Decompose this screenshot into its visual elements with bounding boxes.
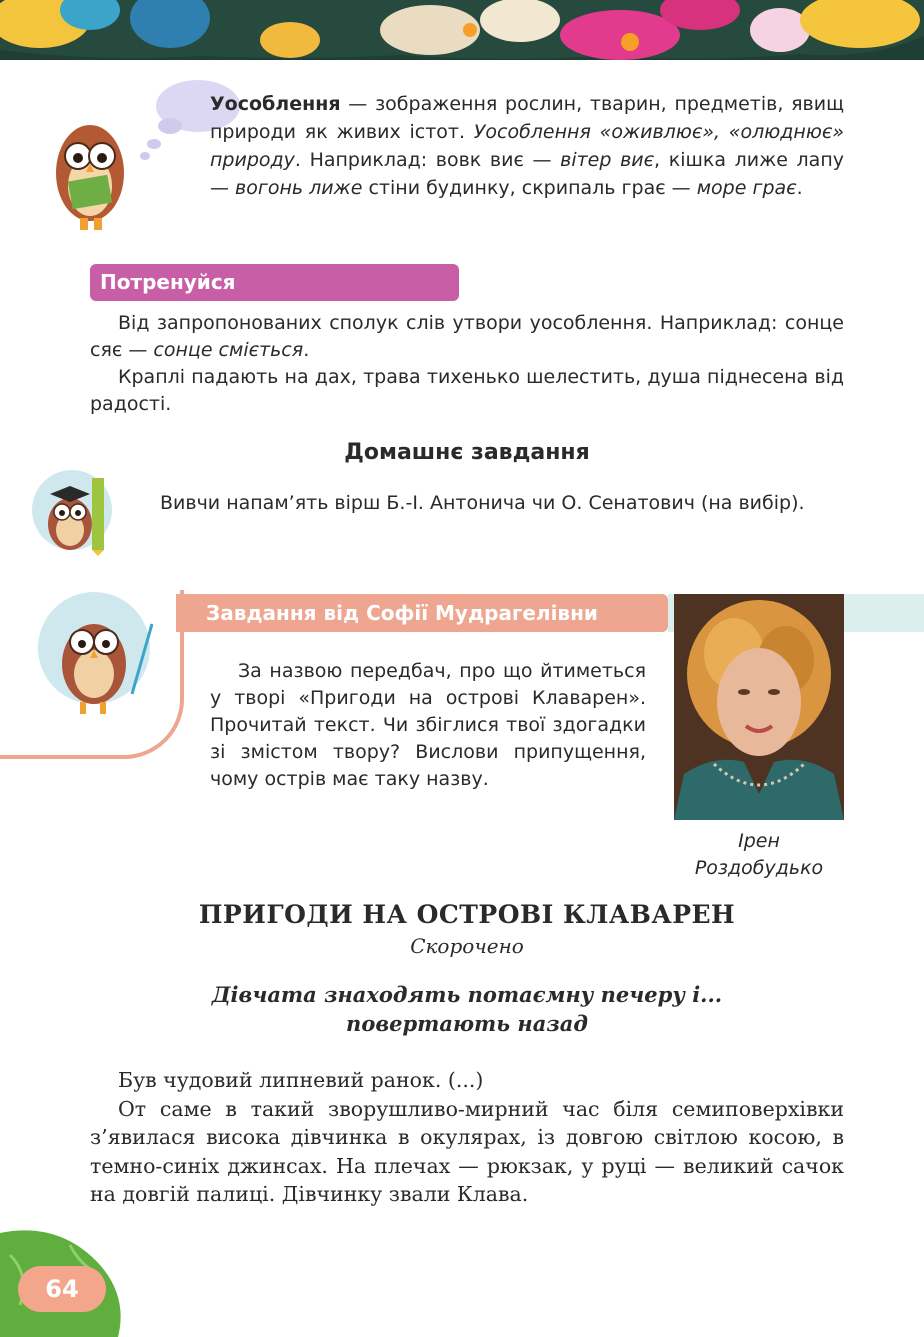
definition-part: , кішка лиже лапу — xyxy=(210,149,844,199)
story-paragraph-text: Був чудовий липневий ранок. (...) xyxy=(118,1068,484,1092)
definition-part: — зображення рослин, тварин, предметів, явищ природи як живих істот. xyxy=(210,93,844,143)
portrait-caption xyxy=(674,828,844,882)
practice-header xyxy=(90,264,459,301)
author-portrait xyxy=(674,594,844,820)
definition-part: вогонь лиже xyxy=(235,177,363,199)
flower-banner xyxy=(0,0,924,60)
definition-term: Уособлення xyxy=(210,93,341,115)
practice-text-1 xyxy=(90,310,844,364)
task-header xyxy=(176,594,668,632)
homework-title: Домашнє завдання xyxy=(344,440,590,465)
chapter-title xyxy=(150,980,784,1038)
story-subtitle: Скорочено xyxy=(410,934,524,958)
chapter-line: Дівчата знаходять потаємну печеру і... xyxy=(211,982,723,1007)
practice-line: Від запропонованих сполук слів утвори уособлення. Наприклад: сонце сяє — xyxy=(90,312,844,361)
practice-text-2 xyxy=(90,364,844,418)
definition-text xyxy=(210,90,844,202)
caption-first-name: Ірен xyxy=(738,830,780,852)
owl-teacher-icon xyxy=(36,590,160,720)
story-text xyxy=(90,1066,844,1209)
practice-example: сонце сміється xyxy=(153,339,304,361)
owl-graduate-icon xyxy=(32,466,116,556)
definition-part: . xyxy=(796,177,803,199)
practice-title: Потренуйся xyxy=(100,270,236,294)
task-body: За назвою передбач, про що йтиметься у творі «Пригоди на острові Клаварен». Прочитай текст. Чи збіглися твої здогадки зі змістом твору? Вислови припущення, чому острів має таку назву. xyxy=(210,660,646,790)
practice-line: . xyxy=(303,339,310,361)
definition-part: . Наприклад: вовк виє — xyxy=(294,149,561,171)
story-paragraph xyxy=(90,1095,844,1209)
definition-part: стіни будинку, скрипаль грає — xyxy=(362,177,697,199)
page-number: 64 xyxy=(18,1266,106,1312)
homework-text: Вивчи напам’ять вірш Б.-І. Антонича чи О. Сенатович (на вибір). xyxy=(160,492,805,514)
story-paragraph-text: От саме в такий зворушливо-мирний час біля семиповерхівки з’явилася висока дівчинка в окулярах, із довгою світлою косою, в темно-синіх джинсах. На плечах — рюкзак, у руці — великий сачок на довгій палиці. Дівчинку звали Клава. xyxy=(90,1096,844,1206)
definition-part: Уособлення «оживлює», «олюднює» природу xyxy=(210,121,844,171)
definition-part: вітер виє xyxy=(560,149,655,171)
caption-last-name: Роздобудько xyxy=(694,857,824,879)
task-text xyxy=(210,658,646,793)
practice-line: Краплі падають на дах, трава тихенько шелестить, душа піднесена від радості. xyxy=(90,366,844,415)
chapter-line: повертають назад xyxy=(346,1011,588,1036)
definition-part: море грає xyxy=(696,177,797,199)
task-title: Завдання від Софії Мудрагелівни xyxy=(206,601,598,625)
story-paragraph xyxy=(90,1066,844,1095)
story-title: ПРИГОДИ НА ОСТРОВІ КЛАВАРЕН xyxy=(198,900,736,929)
